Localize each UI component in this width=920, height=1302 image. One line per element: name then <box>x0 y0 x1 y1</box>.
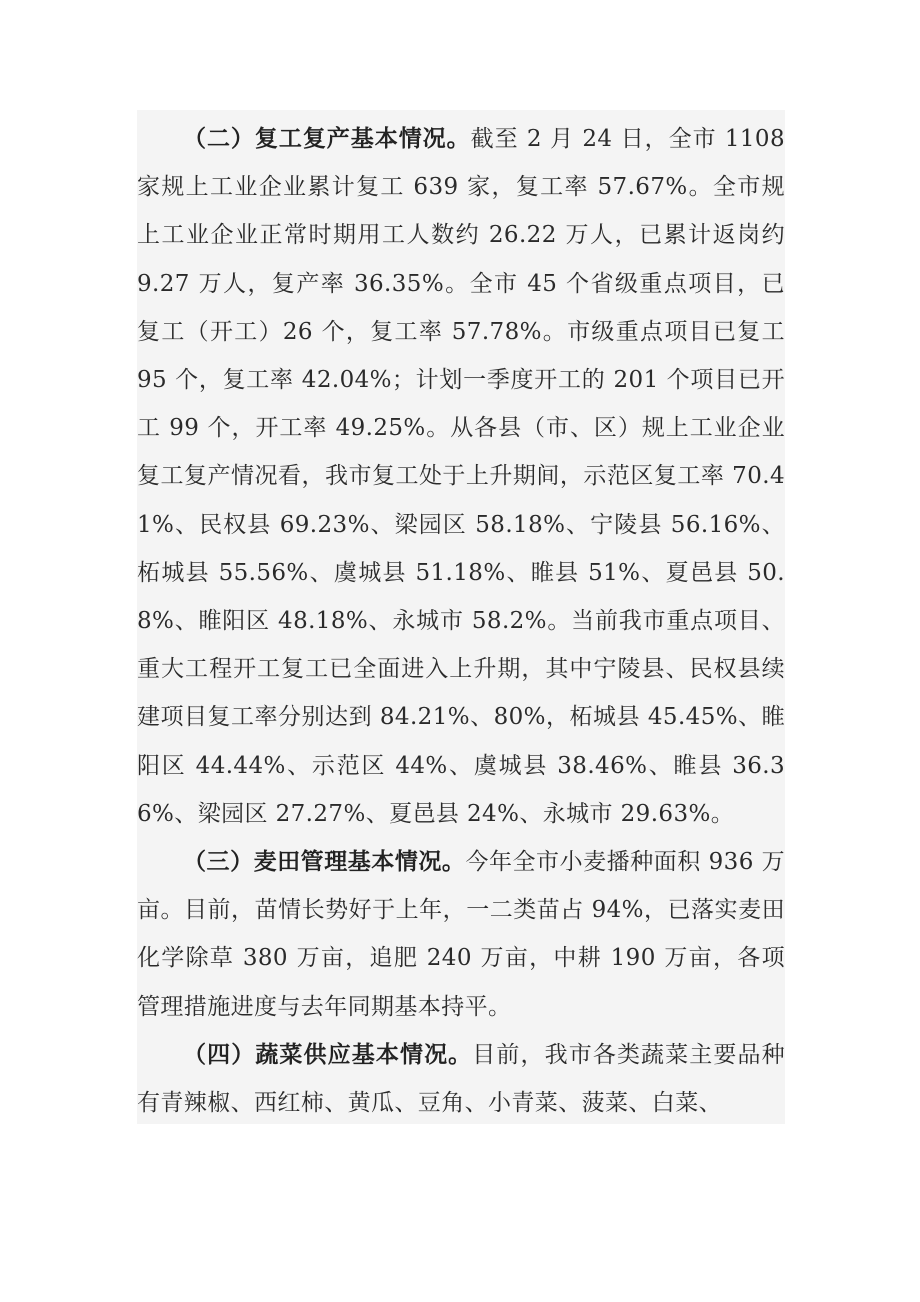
section-heading-vegetables: （四）蔬菜供应基本情况。 <box>183 1040 473 1068</box>
paragraph-resumption <box>137 110 785 838</box>
paragraph-text-wheat: 今年全市小麦播种面积 936 万亩。目前，苗情长势好于上年，一二类苗占 94%，已落实麦田化学除草 380 万亩，追肥 240 万亩，中耕 190 万亩，各项管理措施进度与去年同期基本持平。 <box>137 849 785 1020</box>
document-body <box>137 110 785 1124</box>
section-heading-resumption: （二）复工复产基本情况。 <box>183 125 471 152</box>
paragraph-vegetables <box>137 1031 785 1127</box>
paragraph-text-vegetables: 目前，我市各类蔬菜主要品种有青辣椒、西红柿、黄瓜、豆角、小青菜、菠菜、白菜、 <box>137 1041 785 1117</box>
section-heading-wheat: （三）麦田管理基本情况。 <box>183 848 466 876</box>
paragraph-wheat <box>137 838 785 1031</box>
paragraph-text-resumption: 截至 2 月 24 日，全市 1108 家规上工业企业累计复工 639 家，复工率 57.67%。全市规上工业企业正常时期用工人数约 26.22 万人，已累计返岗约 9.27 万人，复产率 36.35%。全市 45 个省级重点项目，已复工（开工）26 个，复工率 57.78%。市级重点项目已复工 95 个，复工率 42.04%；计划一季度开工的 201 个项目已开工 99 个，开工率 49.25%。从各县（市、区）规上工业企业复工复产情况看，我市复工处于上升期间，示范区复工率 70.41%、民权县 69.23%、梁园区 58.18%、宁陵县 56.16%、柘城县 55.56%、虞城县 51.18%、睢县 51%、夏邑县 50.8%、睢阳区 48.18%、永城市 58.2%。当前我市重点项目、重大工程开工复工已全面进入上升期，其中宁陵县、民权县续建项目复工率分别达到 84.21%、80%，柘城县 45.45%、睢阳区 44.44%、示范区 44%、虞城县 38.46%、睢县 36.36%、梁园区 27.27%、夏邑县 24%、永城市 29.63%。 <box>137 126 785 827</box>
